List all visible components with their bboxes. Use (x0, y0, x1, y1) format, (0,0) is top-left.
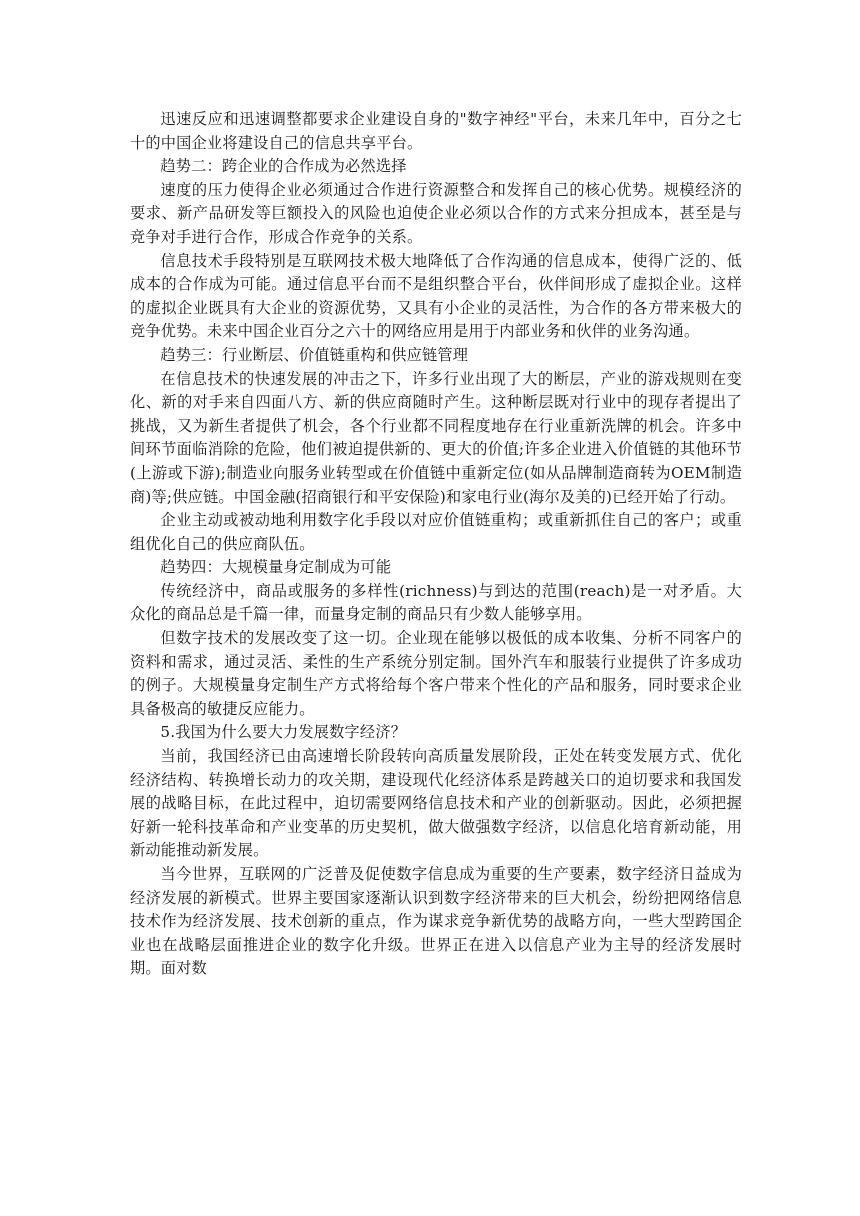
paragraph-mass-customization: 但数字技术的发展改变了这一切。企业现在能够以极低的成本收集、分析不同客户的资料和需求，通过灵活、柔性的生产系统分别定制。国外汽车和服装行业提供了许多成功的例子。大规模量身定制生产方式将给每个客户带来个性化的产品和服务，同时要求企业具备极高的敏捷反应能力。 (130, 629, 742, 718)
paragraph-industry-fault: 在信息技术的快速发展的冲击之下，许多行业出现了大的断层，产业的游戏规则在变化、新的对手来自四面八方、新的供应商随时产生。这种断层既对行业中的现存者提出了挑战，又为新生者提供了机会，各个行业都不同程度地存在行业重新洗牌的机会。许多中间环节面临消除的危险，他们被迫提供新的、更大的价值;许多企业进入价值链的其他环节(上游或下游);制造业向服务业转型或在价值链中重新定位(如从品牌制造商转为OEM制造商)等;供应链。中国金融(招商银行和平安保险)和家电行业(海尔及美的)已经开始了行动。 (130, 369, 742, 506)
paragraph-world-today: 当今世界，互联网的广泛普及促使数字信息成为重要的生产要素，数字经济日益成为经济发展的新模式。世界主要国家逐渐认识到数字经济带来的巨大机会，纷纷把网络信息技术作为经济发展、技术创新的重点，作为谋求竞争新优势的战略方向，一些大型跨国企业也在战略层面推进企业的数字化升级。世界正在进入以信息产业为主导的经济发展时期。面对数 (130, 865, 742, 978)
paragraph-virtual-enterprise: 信息技术手段特别是互联网技术极大地降低了合作沟通的信息成本，使得广泛的、低成本的合作成为可能。通过信息平台而不是组织整合平台，伙伴间形成了虚拟企业。这样的虚拟企业既具有大企业的资源优势，又具有小企业的灵活性，为合作的各方带来极大的竞争优势。未来中国企业百分之六十的网络应用是用于内部业务和伙伴的业务沟通。 (130, 251, 742, 341)
heading-trend-three: 趋势三：行业断层、价值链重构和供应链管理 (160, 345, 469, 364)
paragraph-speed-pressure: 速度的压力使得企业必须通过合作进行资源整合和发挥自己的核心优势。规模经济的要求、新产品研发等巨额投入的风险也迫使企业必须以合作的方式来分担成本，甚至是与竞争对手进行合作，形成合作竞争的关系。 (130, 180, 742, 246)
heading-trend-four: 趋势四：大规模量身定制成为可能 (160, 558, 392, 577)
paragraph-current-economy: 当前，我国经济已由高速增长阶段转向高质量发展阶段，正处在转变发展方式、优化经济结构、转换增长动力的攻关期，建设现代化经济体系是跨越关口的迫切要求和我国发展的战略目标，在此过程中，迫切需要网络信息技术和产业的创新驱动。因此，必须把握好新一轮科技革命和产业变革的历史契机，做大做强数字经济，以信息化培育新动能，用新动能推动新发展。 (130, 747, 742, 860)
document-page (130, 108, 742, 981)
paragraph-value-chain: 企业主动或被动地利用数字化手段以对应价值链重构；或重新抓住自己的客户；或重组优化自己的供应商队伍。 (130, 511, 742, 553)
heading-question-five: 5.我国为什么要大力发展数字经济？ (160, 723, 407, 742)
paragraph-richness-reach: 传统经济中，商品或服务的多样性(richness)与到达的范围(reach)是一对矛盾。大众化的商品总是千篇一律，而量身定制的商品只有少数人能够享用。 (130, 581, 742, 624)
paragraph-digital-nerve: 迅速反应和迅速调整都要求企业建设自身的"数字神经"平台，未来几年中，百分之七十的中国企业将建设自己的信息共享平台。 (130, 110, 742, 152)
heading-trend-two: 趋势二：跨企业的合作成为必然选择 (160, 157, 407, 176)
